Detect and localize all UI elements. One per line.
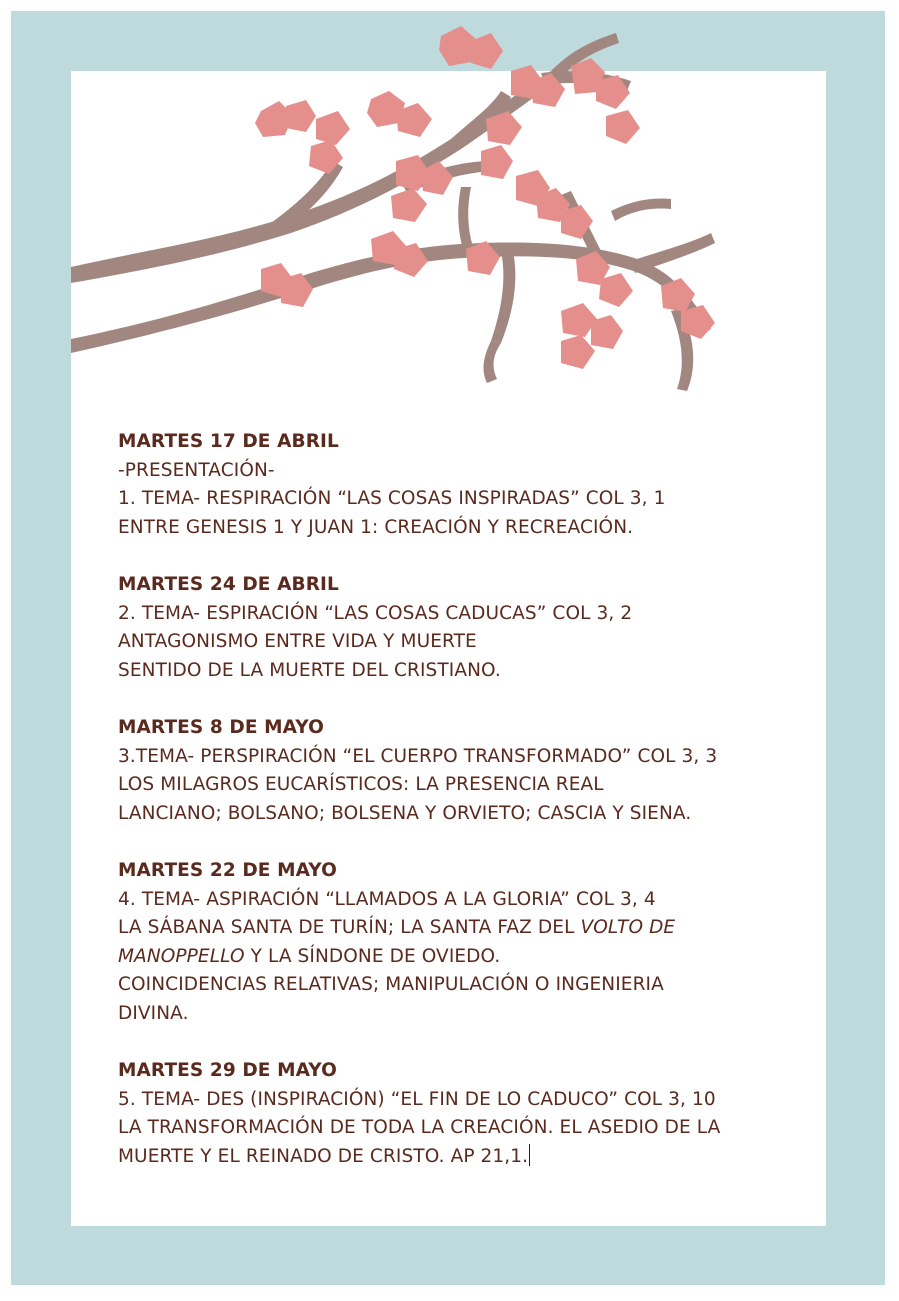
text-cursor <box>529 1144 530 1166</box>
session-line <box>118 914 808 943</box>
session-line: 3.TEMA- PERSPIRACIÓN “EL CUERPO TRANSFORMADO” COL 3, 3 <box>118 745 718 767</box>
session-line: LA TRANSFORMACIÓN DE TODA LA CREACIÓN. EL ASEDIO DE LA <box>118 1117 721 1139</box>
session-date: MARTES 29 DE MAYO <box>118 1060 337 1082</box>
session-line: -PRESENTACIÓN- <box>118 459 275 481</box>
line-text: MUERTE Y EL REINADO DE CRISTO. AP 21,1. <box>118 1145 529 1167</box>
line-text: LA SÁBANA SANTA DE TURÍN; LA SANTA FAZ DEL <box>118 917 581 939</box>
session-line: 1. TEMA- RESPIRACIÓN “LAS COSAS INSPIRADAS” COL 3, 1 <box>118 488 666 510</box>
italic-title: VOLTO DE <box>580 917 676 939</box>
session-line <box>118 1143 808 1172</box>
session-line: 5. TEMA- DES (INSPIRACIÓN) “EL FIN DE LO CADUCO” COL 3, 10 <box>118 1088 716 1110</box>
session-line: DIVINA. <box>118 1002 189 1024</box>
session-24-abril <box>118 571 808 685</box>
session-date: MARTES 24 DE ABRIL <box>118 573 339 595</box>
session-line: SENTIDO DE LA MUERTE DEL CRISTIANO. <box>118 659 501 681</box>
session-date: MARTES 17 DE ABRIL <box>118 431 339 452</box>
session-line: COINCIDENCIAS RELATIVAS; MANIPULACIÓN O INGENIERIA <box>118 974 664 996</box>
session-line: 2. TEMA- ESPIRACIÓN “LAS COSAS CADUCAS” COL 3, 2 <box>118 602 633 624</box>
session-line: ANTAGONISMO ENTRE VIDA Y MUERTE <box>118 631 477 653</box>
italic-title: MANOPPELLO <box>118 945 245 967</box>
session-date: MARTES 8 DE MAYO <box>118 716 324 738</box>
session-29-mayo <box>118 1057 808 1171</box>
session-22-mayo <box>118 857 808 1029</box>
session-line: 4. TEMA- ASPIRACIÓN “LLAMADOS A LA GLORIA” COL 3, 4 <box>118 888 656 910</box>
cherry-blossom-branch-icon <box>71 11 826 411</box>
line-text: Y LA SÍNDONE DE OVIEDO. <box>244 945 501 967</box>
session-line: LOS MILAGROS EUCARÍSTICOS: LA PRESENCIA REAL <box>118 774 604 796</box>
session-date: MARTES 22 DE MAYO <box>118 859 337 881</box>
session-line: ENTRE GENESIS 1 Y JUAN 1: CREACIÓN Y RECREACIÓN. <box>118 516 634 538</box>
session-line <box>118 943 808 972</box>
session-8-mayo <box>118 714 808 828</box>
session-17-abril <box>118 428 808 542</box>
schedule-text <box>118 428 808 1200</box>
session-line: LANCIANO; BOLSANO; BOLSENA Y ORVIETO; CASCIA Y SIENA. <box>118 802 692 824</box>
